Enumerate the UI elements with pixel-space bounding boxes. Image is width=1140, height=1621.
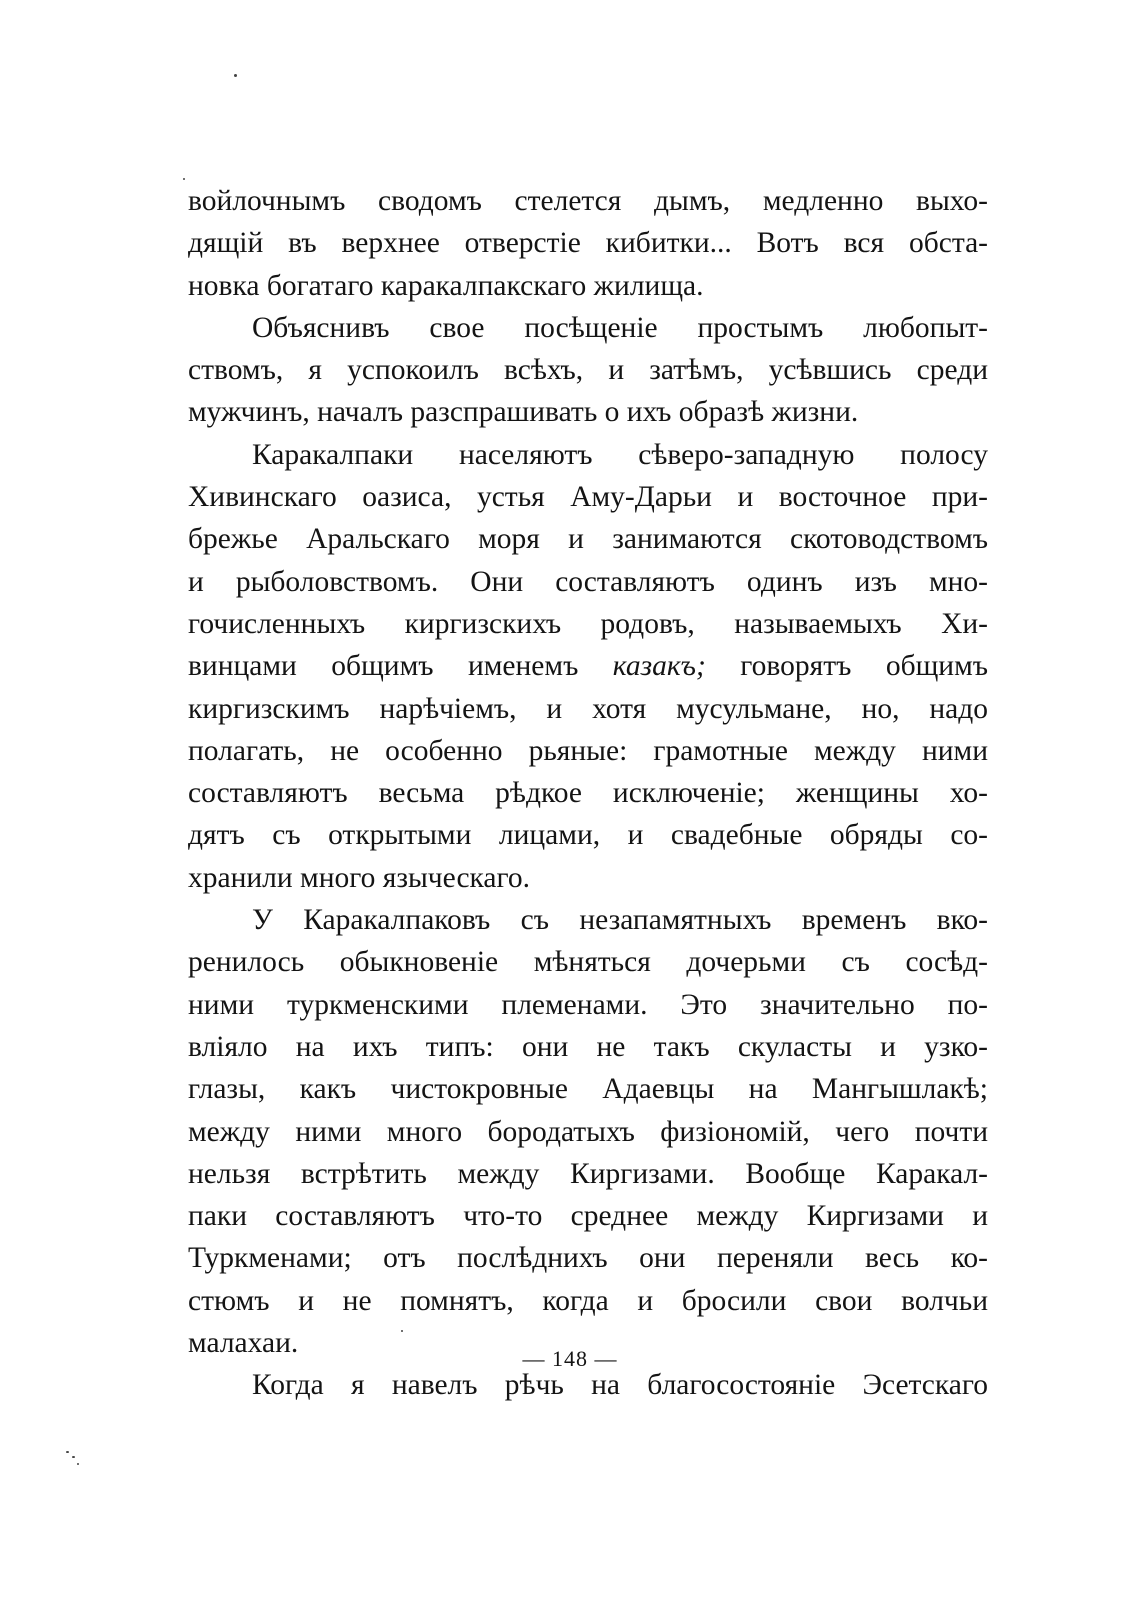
text-segment: винцами общимъ именемъ [188, 650, 613, 683]
text-line: ними туркменскими племенами. Это значительно по- [188, 988, 988, 1021]
text-line: и рыболовствомъ. Они составляютъ одинъ изъ мно- [188, 565, 988, 598]
text-line: полагать, не особенно рьяные: грамотные между ними [188, 734, 988, 767]
text-line: Каракалпаки населяютъ сѣверо-западную полосу [252, 438, 988, 471]
text-line: войлочнымъ сводомъ стелется дымъ, медленно выхо- [188, 185, 988, 217]
scan-speck [234, 74, 237, 77]
text-line: хранили много языческаго. [188, 861, 531, 894]
italic-term: казакъ; [612, 650, 706, 683]
text-line: между ними много бородатыхъ физіономій, чего почти [188, 1115, 988, 1148]
text-segment: говорятъ общимъ [705, 650, 988, 683]
text-line: дятъ съ открытыми лицами, и свадебные обряды со- [188, 819, 988, 852]
text-line: ствомъ, я успокоилъ всѣхъ, и затѣмъ, усѣвшись среди [188, 354, 988, 387]
text-line: дящій въ верхнее отверстіе кибитки... Вотъ вся обста- [188, 227, 988, 260]
text-line: гочисленныхъ киргизскихъ родовъ, называемыхъ Хи- [188, 607, 988, 640]
scan-speck [183, 178, 185, 180]
text-line: ренилось обыкновеніе мѣняться дочерьми съ сосѣд- [188, 946, 988, 979]
body-text [188, 180, 988, 1407]
text-line: вліяло на ихъ типъ: они не такъ скуласты и узко- [188, 1030, 988, 1063]
text-line: новка богатаго каракалпакскаго жилища. [188, 269, 704, 302]
scan-speck [77, 1463, 79, 1465]
text-line: брежье Аральскаго моря и занимаются скотоводствомъ [188, 523, 988, 556]
text-line: киргизскимъ нарѣчіемъ, и хотя мусульмане, но, надо [188, 692, 988, 725]
scan-speck [401, 1330, 403, 1332]
text-line: Когда я навелъ рѣчь на благосостояніе Эсетскаго [252, 1369, 988, 1402]
text-line: стюмъ и не помнятъ, когда и бросили свои волчьи [188, 1284, 988, 1317]
scan-speck [66, 1451, 69, 1453]
text-line: Хивинскаго оазиса, устья Аму-Дарьи и восточное при- [188, 481, 988, 514]
text-line: Туркменами; отъ послѣднихъ они переняли весь ко- [188, 1242, 988, 1275]
text-line: глазы, какъ чистокровные Адаевцы на Мангышлакѣ; [188, 1073, 988, 1106]
text-line: малахаи. [188, 1327, 299, 1360]
text-line: У Каракалпаковъ съ незапамятныхъ временъ вко- [252, 904, 988, 937]
text-line: нельзя встрѣтить между Киргизами. Вообще Каракал- [188, 1157, 988, 1190]
text-line: составляютъ весьма рѣдкое исключеніе; женщины хо- [188, 777, 988, 810]
scan-speck [72, 1456, 75, 1458]
text-line: мужчинъ, началъ разспрашивать о ихъ образѣ жизни. [188, 396, 859, 429]
text-line [188, 645, 988, 687]
page-number: — 148 — [522, 1346, 618, 1371]
text-line: паки составляютъ что-то среднее между Киргизами и [188, 1200, 988, 1233]
text-line: Объяснивъ свое посѣщеніе простымъ любопыт- [252, 311, 988, 344]
